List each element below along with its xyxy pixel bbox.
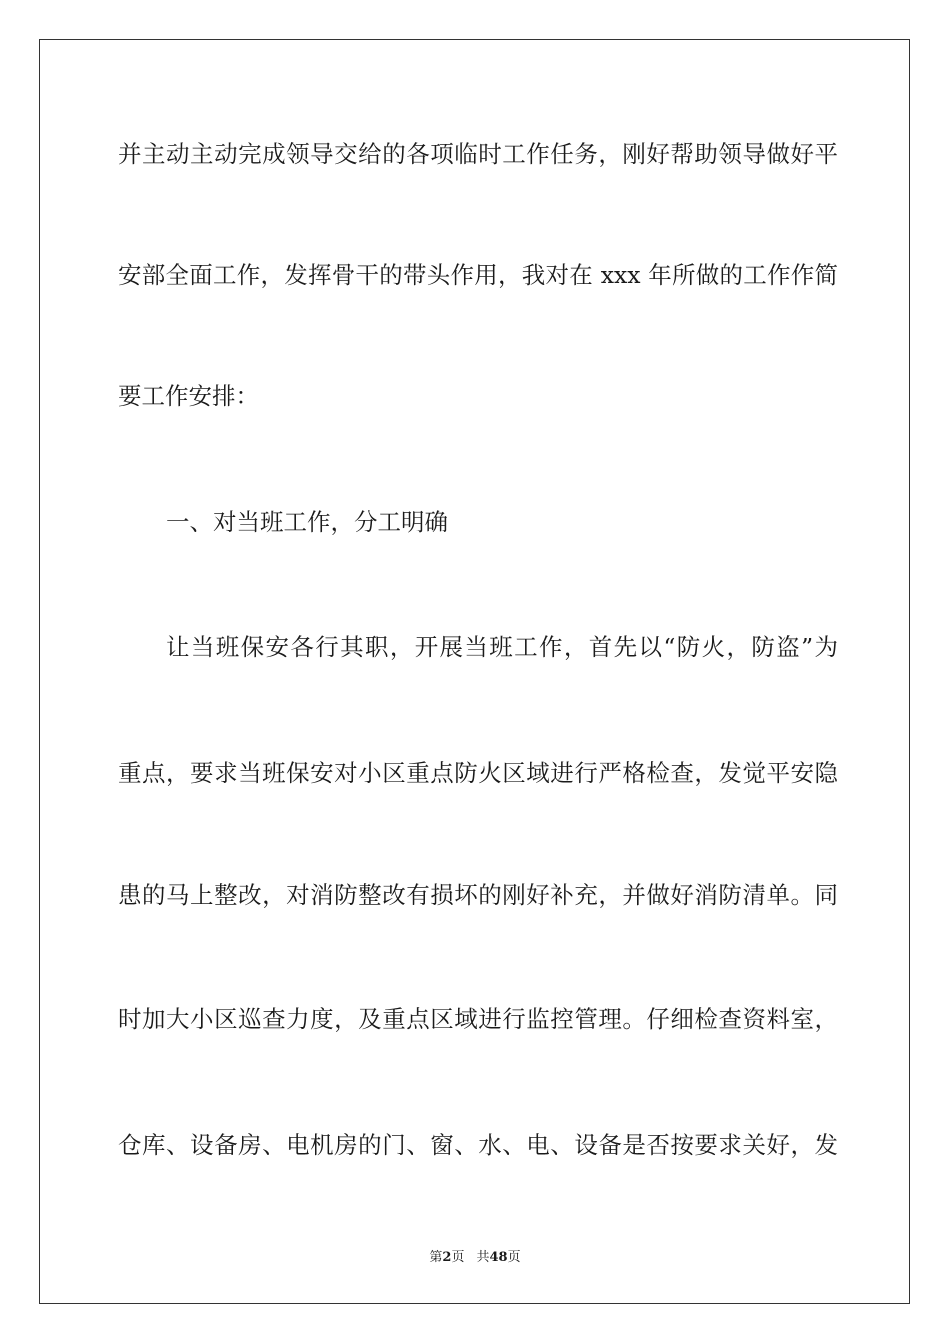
body-line-7: 患的马上整改，对消防整改有损坏的刚好补充，并做好消防清单。同 xyxy=(118,881,838,909)
page-border xyxy=(39,39,910,1304)
body-line-3: 要工作安排： xyxy=(118,382,259,410)
section-heading: 一、对当班工作，分工明确 xyxy=(166,508,448,536)
body-line-8: 时加大小区巡查力度，及重点区域进行监控管理。仔细检查资料室， xyxy=(118,1005,838,1033)
body-line-1: 并主动主动完成领导交给的各项临时工作任务，刚好帮助领导做好平 xyxy=(118,140,838,168)
body-line-6: 重点，要求当班保安对小区重点防火区域进行严格检查，发觉平安隐 xyxy=(118,759,838,787)
total-suffix: 页 xyxy=(507,1250,521,1265)
page-prefix: 第 xyxy=(429,1250,443,1265)
total-prefix: 共 xyxy=(476,1250,490,1265)
body-line-5: 让当班保安各行其职，开展当班工作，首先以“防火，防盗”为 xyxy=(166,633,838,661)
body-line-9: 仓库、设备房、电机房的门、窗、水、电、设备是否按要求关好，发 xyxy=(118,1131,838,1159)
page-number: 2 xyxy=(442,1250,452,1265)
page-footer xyxy=(0,1246,950,1265)
body-line-2: 安部全面工作，发挥骨干的带头作用，我对在 xxx 年所做的工作作简 xyxy=(118,261,838,289)
total-pages: 48 xyxy=(489,1250,508,1265)
page-suffix: 页 xyxy=(451,1250,465,1265)
